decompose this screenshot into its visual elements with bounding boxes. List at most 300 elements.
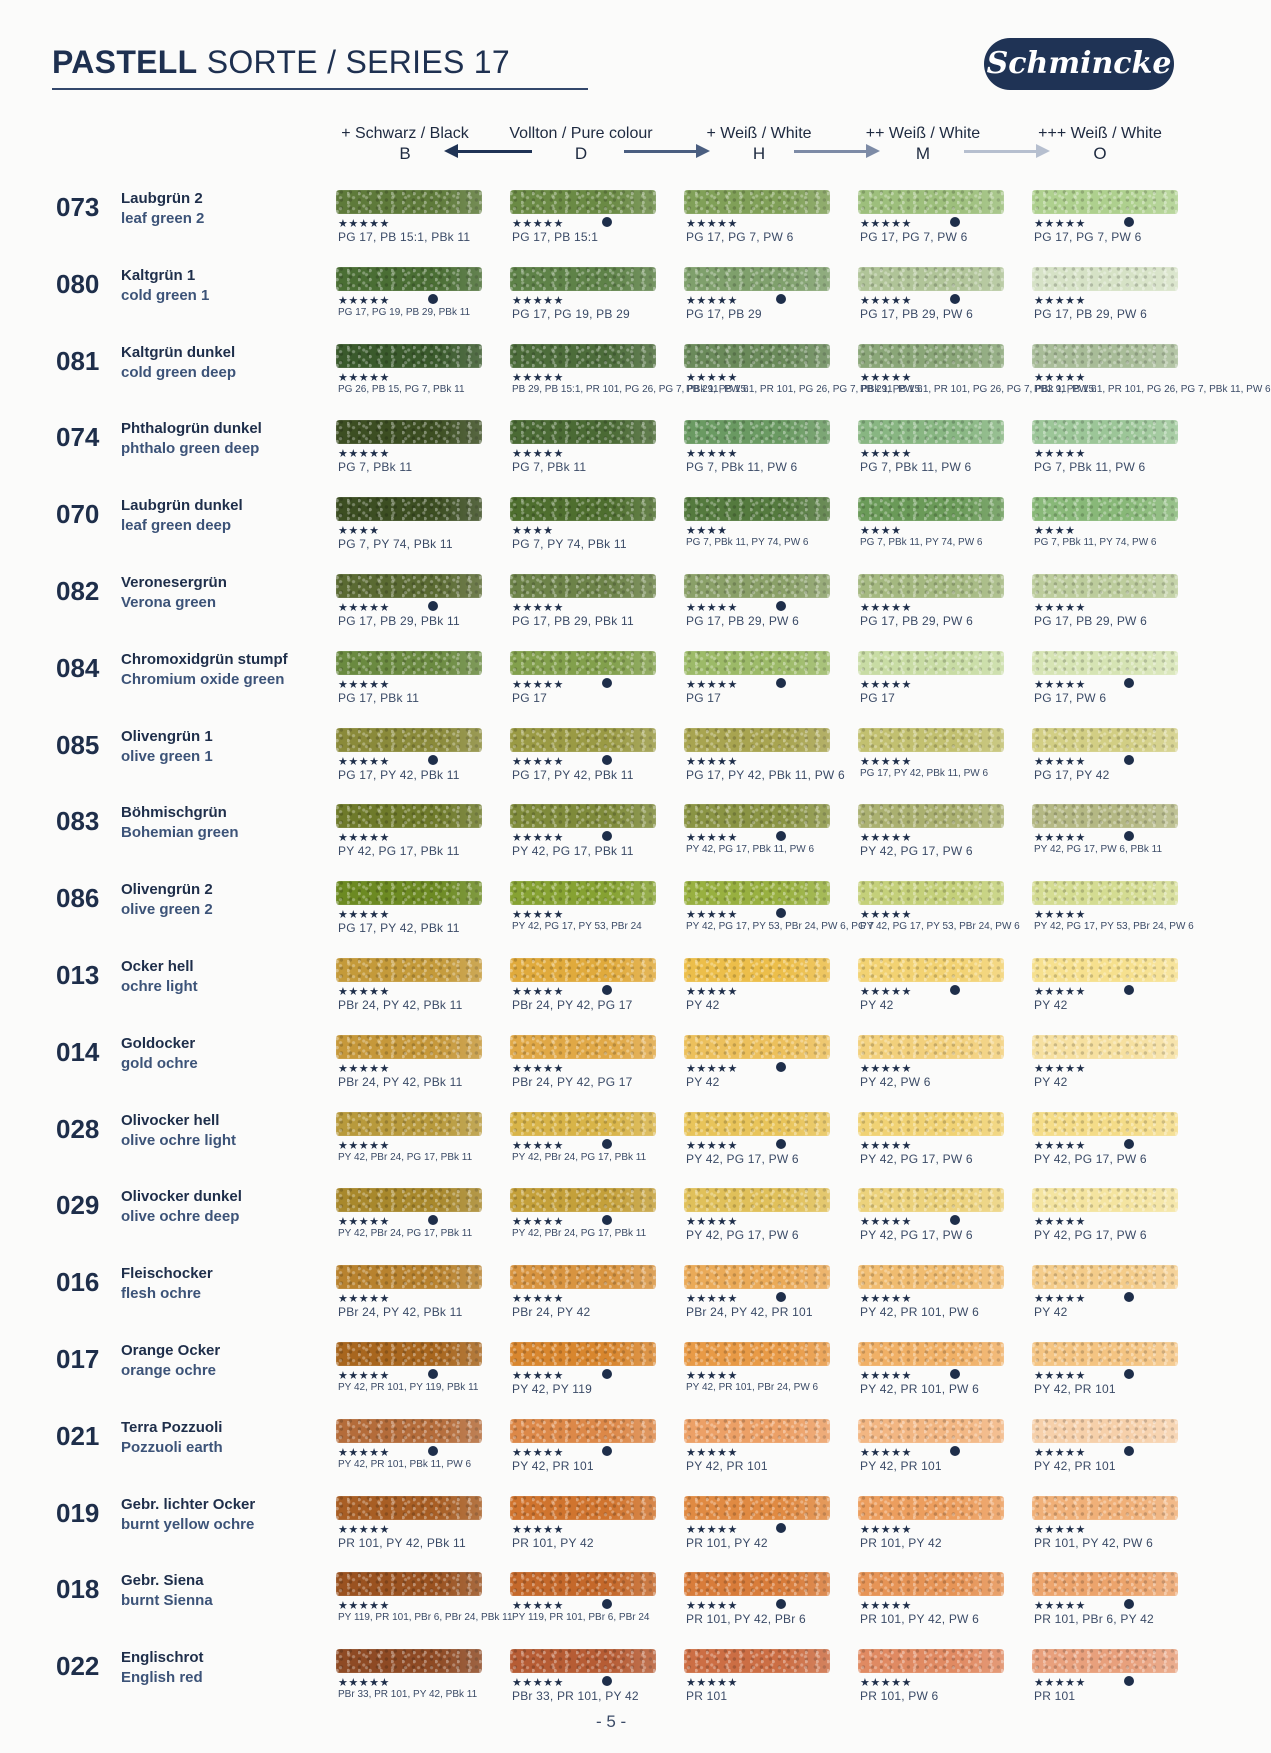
lightfastness-stars: ★★★★★	[1034, 1216, 1086, 1228]
pigment-list: PY 42, PG 17, PBk 11	[338, 844, 460, 858]
color-code: 070	[56, 499, 100, 529]
pastel-swatch	[858, 728, 1004, 752]
pigment-list: PG 17, PB 29	[686, 307, 762, 321]
shade-cell	[684, 1639, 844, 1716]
color-code: 082	[56, 576, 100, 606]
pastel-swatch	[684, 344, 830, 368]
lightfastness-stars: ★★★★★	[338, 679, 390, 691]
shade-cell	[510, 334, 749, 411]
shade-cell	[684, 564, 844, 641]
color-row	[0, 334, 1271, 411]
column-label: + Weiß / White	[706, 125, 812, 142]
title-rest: SORTE / SERIES 17	[206, 44, 511, 80]
pastel-swatch	[858, 1419, 1004, 1443]
pastel-swatch	[1032, 190, 1178, 214]
pastel-swatch	[336, 1572, 482, 1596]
shade-cell	[1032, 1025, 1192, 1102]
pastel-swatch	[510, 574, 656, 598]
shade-cell	[510, 1409, 670, 1486]
opacity-dot-icon	[602, 755, 612, 765]
shade-cell	[684, 1102, 844, 1179]
shade-cell	[858, 1332, 1018, 1409]
pastel-swatch	[510, 1265, 656, 1289]
shade-cell	[510, 410, 670, 487]
shade-cell	[684, 257, 844, 334]
pigment-list: PY 42, PR 101, PBk 11, PW 6	[338, 1459, 472, 1470]
shade-cell	[858, 487, 1018, 564]
color-code: 086	[56, 883, 100, 913]
color-name-german: Ocker hell	[121, 958, 194, 975]
opacity-dot-icon	[428, 294, 438, 304]
pigment-list: PY 42	[1034, 1305, 1068, 1319]
lightfastness-stars: ★★★★★	[1034, 1140, 1086, 1152]
color-row	[0, 410, 1240, 487]
pastel-swatch	[510, 1572, 656, 1596]
shade-cell	[1032, 641, 1192, 718]
color-name-english: Pozzuoli earth	[121, 1439, 223, 1456]
pigment-list: PY 42, PR 101	[1034, 1382, 1116, 1396]
shade-cell	[336, 257, 496, 334]
lightfastness-stars: ★★★★★	[686, 1524, 738, 1536]
color-row	[0, 1102, 1240, 1179]
lightfastness-stars: ★★★★★	[686, 756, 738, 768]
lightfastness-stars: ★★★★★	[512, 1216, 564, 1228]
color-name-english: leaf green 2	[121, 210, 205, 227]
lightfastness-stars: ★★★★★	[686, 986, 738, 998]
color-name-german: Fleischocker	[121, 1265, 213, 1282]
pastel-swatch	[510, 1035, 656, 1059]
column-letter: O	[1093, 144, 1107, 163]
lightfastness-stars: ★★★★★	[1034, 986, 1086, 998]
shade-cell	[684, 1178, 844, 1255]
shade-cell	[684, 794, 844, 871]
shade-cell	[858, 794, 1018, 871]
lightfastness-stars: ★★★★★	[860, 679, 912, 691]
lightfastness-stars: ★★★★★	[512, 1293, 564, 1305]
pigment-list: PG 7, PBk 11	[338, 460, 413, 474]
color-row	[0, 794, 1240, 871]
color-name-german: Laubgrün dunkel	[121, 497, 243, 514]
opacity-dot-icon	[1124, 985, 1134, 995]
pigment-list: PG 17, PY 42, PBk 11, PW 6	[860, 768, 989, 779]
pastel-swatch	[858, 1112, 1004, 1136]
column-label: ++ Weiß / White	[865, 125, 981, 142]
pastel-swatch	[858, 651, 1004, 675]
pigment-list: PR 101	[686, 1689, 728, 1703]
pigment-list: PR 101, PY 42	[686, 1536, 768, 1550]
shade-cell	[510, 718, 670, 795]
pigment-list: PBr 24, PY 42, PBk 11	[338, 1305, 463, 1319]
lightfastness-stars: ★★★★★	[686, 1447, 738, 1459]
pastel-swatch	[684, 497, 830, 521]
shade-cell	[684, 1409, 844, 1486]
pigment-list: PG 7, PY 74, PBk 11	[512, 537, 627, 551]
lightfastness-stars: ★★★★★	[860, 1063, 912, 1075]
lightfastness-stars: ★★★★★	[686, 679, 738, 691]
color-code: 074	[56, 422, 100, 452]
color-name-english: olive green 2	[121, 901, 213, 918]
lightfastness-stars: ★★★★★	[512, 1370, 564, 1382]
lightfastness-stars: ★★★★★	[860, 1293, 912, 1305]
lightfastness-stars: ★★★★★	[1034, 1524, 1086, 1536]
lightfastness-stars: ★★★★★	[686, 218, 738, 230]
pastel-swatch	[336, 728, 482, 752]
shade-cell	[858, 180, 1018, 257]
pastel-swatch	[510, 651, 656, 675]
color-code: 013	[56, 960, 100, 990]
pastel-swatch	[858, 1496, 1004, 1520]
pigment-list: PY 42, PG 17, PBk 11	[512, 844, 634, 858]
shade-cell	[1032, 1562, 1192, 1639]
pastel-swatch	[336, 497, 482, 521]
lightfastness-stars: ★★★★★	[338, 1524, 390, 1536]
pastel-swatch	[1032, 344, 1178, 368]
shade-cell	[336, 1486, 496, 1563]
lightfastness-stars: ★★★★★	[512, 679, 564, 691]
lightfastness-stars: ★★★★★	[338, 1677, 390, 1689]
pigment-list: PB 29, PB 15:1, PR 101, PG 26, PG 7, PBk 11, PW 6	[686, 384, 923, 395]
pastel-swatch	[684, 1649, 830, 1673]
lightfastness-stars: ★★★★★	[512, 218, 564, 230]
pigment-list: PY 42, PG 17, PW 6	[1034, 1152, 1147, 1166]
shade-cell	[510, 1178, 670, 1255]
lightfastness-stars: ★★★★★	[1034, 602, 1086, 614]
color-code: 017	[56, 1344, 100, 1374]
pastel-swatch	[684, 1265, 830, 1289]
pastel-swatch	[858, 344, 1004, 368]
shade-cell	[1032, 1486, 1192, 1563]
color-name-german: Veronesergrün	[121, 574, 227, 591]
arrow-right-white-1	[624, 150, 698, 153]
pastel-swatch	[510, 1496, 656, 1520]
color-name-english: ochre light	[121, 978, 198, 995]
lightfastness-stars: ★★★★★	[860, 909, 912, 921]
pastel-swatch	[1032, 1649, 1178, 1673]
pastel-swatch	[510, 1188, 656, 1212]
lightfastness-stars: ★★★★★	[860, 986, 912, 998]
lightfastness-stars: ★★★★★	[860, 832, 912, 844]
opacity-dot-icon	[1124, 217, 1134, 227]
lightfastness-stars: ★★★★★	[512, 448, 564, 460]
pigment-list: PY 42, PG 17, PY 53, PBr 24, PW 6	[860, 921, 1020, 932]
pigment-list: PY 42, PR 101, PBr 24, PW 6	[686, 1382, 819, 1393]
opacity-dot-icon	[602, 678, 612, 688]
color-code: 029	[56, 1190, 100, 1220]
lightfastness-stars: ★★★★★	[338, 756, 390, 768]
opacity-dot-icon	[428, 1369, 438, 1379]
shade-cell	[510, 948, 670, 1025]
opacity-dot-icon	[776, 908, 786, 918]
color-code: 073	[56, 192, 100, 222]
opacity-dot-icon	[950, 1215, 960, 1225]
lightfastness-stars: ★★★★★	[512, 832, 564, 844]
opacity-dot-icon	[428, 1215, 438, 1225]
shade-cell	[1032, 871, 1192, 948]
lightfastness-stars: ★★★★★	[1034, 756, 1086, 768]
shade-cell	[510, 1102, 670, 1179]
shade-cell	[336, 1639, 496, 1716]
shade-cell	[684, 180, 844, 257]
pigment-list: PG 7, PBk 11, PY 74, PW 6	[860, 537, 983, 548]
color-name-english: flesh ochre	[121, 1285, 202, 1302]
shade-cell	[858, 1178, 1018, 1255]
shade-cell	[684, 641, 844, 718]
pigment-list: PR 101, PY 42, PW 6	[1034, 1536, 1153, 1550]
lightfastness-stars: ★★★★★	[860, 1370, 912, 1382]
lightfastness-stars: ★★★★★	[512, 602, 564, 614]
pigment-list: PR 101, PY 42, PBr 6	[686, 1612, 806, 1626]
pastel-swatch	[1032, 1035, 1178, 1059]
shade-cell	[1032, 948, 1192, 1025]
lightfastness-stars: ★★★★★	[1034, 1677, 1086, 1689]
lightfastness-stars: ★★★★★	[1034, 679, 1086, 691]
pigment-list: PG 17, PG 19, PB 29, PBk 11	[338, 307, 471, 318]
shade-cell	[336, 410, 496, 487]
pigment-list: PY 119, PR 101, PBr 6, PBr 24	[512, 1612, 650, 1623]
shade-cell	[858, 1486, 1018, 1563]
lightfastness-stars: ★★★★★	[338, 1600, 390, 1612]
opacity-dot-icon	[602, 985, 612, 995]
pigment-list: PG 7, PBk 11, PY 74, PW 6	[686, 537, 809, 548]
lightfastness-stars: ★★★★★	[512, 1600, 564, 1612]
pigment-list: PG 17, PB 15:1	[512, 230, 599, 244]
opacity-dot-icon	[428, 601, 438, 611]
shade-cell	[510, 1639, 670, 1716]
shade-cell	[684, 1562, 844, 1639]
pigment-list: PG 26, PB 15, PG 7, PBk 11	[338, 384, 465, 395]
color-row	[0, 1255, 1240, 1332]
shade-cell	[510, 1562, 670, 1639]
shade-cell	[510, 1025, 670, 1102]
color-code: 084	[56, 653, 100, 683]
lightfastness-stars: ★★★★★	[860, 1600, 912, 1612]
pigment-list: PR 101	[1034, 1689, 1076, 1703]
pastel-swatch	[684, 1342, 830, 1366]
pastel-swatch	[684, 190, 830, 214]
color-name-english: English red	[121, 1669, 203, 1686]
pastel-swatch	[1032, 574, 1178, 598]
pigment-list: PY 42, PG 17, PY 53, PBr 24	[512, 921, 642, 932]
shade-cell	[684, 1486, 844, 1563]
pastel-swatch	[858, 881, 1004, 905]
opacity-dot-icon	[1124, 1676, 1134, 1686]
shade-cell	[684, 718, 844, 795]
lightfastness-stars: ★★★★★	[338, 1063, 390, 1075]
shade-cell	[1032, 1332, 1192, 1409]
color-row	[0, 871, 1240, 948]
lightfastness-stars: ★★★★★	[1034, 909, 1086, 921]
shade-cell	[510, 794, 670, 871]
lightfastness-stars: ★★★★★	[860, 1216, 912, 1228]
pigment-list: PB 29, PB 15:1, PR 101, PG 26, PG 7, PBk 11, PW 6	[860, 384, 1097, 395]
column-letter: H	[752, 144, 766, 163]
shade-cell	[858, 1562, 1018, 1639]
pastel-swatch	[684, 1572, 830, 1596]
color-row	[0, 1025, 1240, 1102]
shade-cell	[336, 1409, 496, 1486]
pastel-swatch	[1032, 267, 1178, 291]
pastel-swatch	[1032, 1112, 1178, 1136]
color-name-english: olive ochre light	[121, 1132, 237, 1149]
lightfastness-stars: ★★★★	[512, 525, 554, 537]
pastel-swatch	[684, 1188, 830, 1212]
pastel-swatch	[684, 420, 830, 444]
pastel-swatch	[684, 651, 830, 675]
pastel-swatch	[336, 881, 482, 905]
pastel-swatch	[684, 1112, 830, 1136]
color-row	[0, 641, 1240, 718]
pastel-swatch	[858, 958, 1004, 982]
lightfastness-stars: ★★★★	[1034, 525, 1076, 537]
opacity-dot-icon	[1124, 1446, 1134, 1456]
pigment-list: PY 42	[686, 1075, 720, 1089]
shade-cell	[510, 1332, 670, 1409]
shade-cell	[858, 257, 1018, 334]
lightfastness-stars: ★★★★★	[860, 372, 912, 384]
pastel-swatch	[510, 804, 656, 828]
pastel-swatch	[858, 190, 1004, 214]
color-row	[0, 1639, 1240, 1716]
shade-cell	[1032, 180, 1192, 257]
pigment-list: PB 29, PB 15:1, PR 101, PG 26, PG 7, PBk 11, PW 6	[512, 384, 749, 395]
pigment-list: PG 7, PBk 11	[512, 460, 587, 474]
shade-cell	[336, 487, 496, 564]
opacity-dot-icon	[602, 1599, 612, 1609]
shade-cell	[684, 1025, 844, 1102]
pigment-list: PG 17, PG 7, PW 6	[686, 230, 794, 244]
lightfastness-stars: ★★★★★	[512, 1063, 564, 1075]
shade-cell	[1032, 334, 1271, 411]
pigment-list: PY 42, PR 101	[860, 1459, 942, 1473]
color-name-english: gold ochre	[121, 1055, 198, 1072]
lightfastness-stars: ★★★★★	[686, 602, 738, 614]
pigment-list: PR 101, PY 42, PBk 11	[338, 1536, 466, 1550]
page-title	[52, 44, 588, 81]
lightfastness-stars: ★★★★★	[686, 1600, 738, 1612]
opacity-dot-icon	[1124, 755, 1134, 765]
pigment-list: PR 101, PBr 6, PY 42	[1034, 1612, 1154, 1626]
pigment-list: PY 42, PG 17, PY 53, PBr 24, PW 6, PG 7	[686, 921, 875, 932]
shade-cell	[336, 641, 496, 718]
pigment-list: PG 17, PB 29, PW 6	[860, 614, 973, 628]
opacity-dot-icon	[950, 217, 960, 227]
opacity-dot-icon	[1124, 678, 1134, 688]
pastel-swatch	[684, 1035, 830, 1059]
pigment-list: PG 17	[686, 691, 722, 705]
opacity-dot-icon	[1124, 831, 1134, 841]
pastel-swatch	[336, 1342, 482, 1366]
lightfastness-stars: ★★★★★	[512, 1140, 564, 1152]
lightfastness-stars: ★★★★★	[686, 1063, 738, 1075]
color-name-german: Olivocker hell	[121, 1112, 220, 1129]
pigment-list: PB2 9, PB 15:1, PR 101, PG 26, PG 7, PBk 11, PW 6	[1034, 384, 1271, 395]
lightfastness-stars: ★★★★★	[1034, 448, 1086, 460]
opacity-dot-icon	[428, 1446, 438, 1456]
opacity-dot-icon	[776, 678, 786, 688]
pigment-list: PG 17, PG 7, PW 6	[860, 230, 968, 244]
pigment-list: PY 42, PR 101, PW 6	[860, 1305, 979, 1319]
pastel-swatch	[510, 881, 656, 905]
opacity-dot-icon	[776, 294, 786, 304]
pigment-list: PY 119, PR 101, PBr 6, PBr 24, PBk 11	[338, 1612, 513, 1623]
pastel-swatch	[684, 1419, 830, 1443]
color-code: 019	[56, 1498, 100, 1528]
lightfastness-stars: ★★★★★	[686, 832, 738, 844]
pastel-swatch	[510, 267, 656, 291]
column-letter: B	[399, 144, 411, 163]
pigment-list: PG 17, PB 29, PBk 11	[338, 614, 460, 628]
opacity-dot-icon	[950, 985, 960, 995]
lightfastness-stars: ★★★★	[686, 525, 728, 537]
color-name-english: Bohemian green	[121, 824, 239, 841]
color-name-english: Verona green	[121, 594, 217, 611]
column-header-d	[496, 124, 666, 164]
pastel-swatch	[1032, 1496, 1178, 1520]
pastel-swatch	[1032, 728, 1178, 752]
opacity-dot-icon	[1124, 1292, 1134, 1302]
lightfastness-stars: ★★★★★	[1034, 1293, 1086, 1305]
pastel-swatch	[336, 804, 482, 828]
color-row	[0, 564, 1240, 641]
column-letter: D	[574, 144, 588, 163]
pastel-swatch	[684, 804, 830, 828]
opacity-dot-icon	[602, 831, 612, 841]
color-name-german: Chromoxidgrün stumpf	[121, 651, 288, 668]
color-name-german: Englischrot	[121, 1649, 204, 1666]
pastel-swatch	[858, 804, 1004, 828]
pigment-list: PR 101, PY 42	[860, 1536, 942, 1550]
lightfastness-stars: ★★★★★	[512, 372, 564, 384]
pigment-list: PY 42, PG 17, PBk 11, PW 6	[686, 844, 815, 855]
color-name-english: leaf green deep	[121, 517, 232, 534]
color-row	[0, 487, 1240, 564]
shade-cell	[336, 1178, 496, 1255]
pigment-list: PY 42, PY 119	[512, 1382, 592, 1396]
lightfastness-stars: ★★★★★	[686, 295, 738, 307]
pigment-list: PG 7, PBk 11, PY 74, PW 6	[1034, 537, 1157, 548]
lightfastness-stars: ★★★★★	[338, 986, 390, 998]
shade-cell	[858, 1255, 1018, 1332]
pastel-swatch	[1032, 420, 1178, 444]
pigment-list: PG 17, PY 42, PBk 11	[338, 768, 460, 782]
color-code: 081	[56, 346, 100, 376]
color-name-english: burnt Sienna	[121, 1592, 213, 1609]
pigment-list: PY 42, PR 101	[686, 1459, 768, 1473]
lightfastness-stars: ★★★★★	[338, 448, 390, 460]
pigment-list: PY 42, PBr 24, PG 17, PBk 11	[512, 1228, 647, 1239]
opacity-dot-icon	[776, 1599, 786, 1609]
pigment-list: PY 42, PG 17, PW 6	[860, 1228, 973, 1242]
pastel-swatch	[1032, 1265, 1178, 1289]
shade-cell	[1032, 1409, 1192, 1486]
pastel-swatch	[510, 497, 656, 521]
pigment-list: PG 17, PY 42, PBk 11	[338, 921, 460, 935]
pastel-swatch	[858, 1035, 1004, 1059]
pigment-list: PR 101, PW 6	[860, 1689, 939, 1703]
pigment-list: PG 7, PBk 11, PW 6	[1034, 460, 1146, 474]
lightfastness-stars: ★★★★★	[512, 295, 564, 307]
pigment-list: PBr 24, PY 42	[512, 1305, 591, 1319]
pigment-list: PG 17, PG 19, PB 29	[512, 307, 630, 321]
pastel-swatch	[336, 1035, 482, 1059]
color-name-english: olive green 1	[121, 748, 213, 765]
color-name-german: Laubgrün 2	[121, 190, 203, 207]
shade-cell	[858, 564, 1018, 641]
opacity-dot-icon	[1124, 1599, 1134, 1609]
color-row	[0, 718, 1240, 795]
shade-cell	[858, 410, 1018, 487]
opacity-dot-icon	[1124, 1139, 1134, 1149]
